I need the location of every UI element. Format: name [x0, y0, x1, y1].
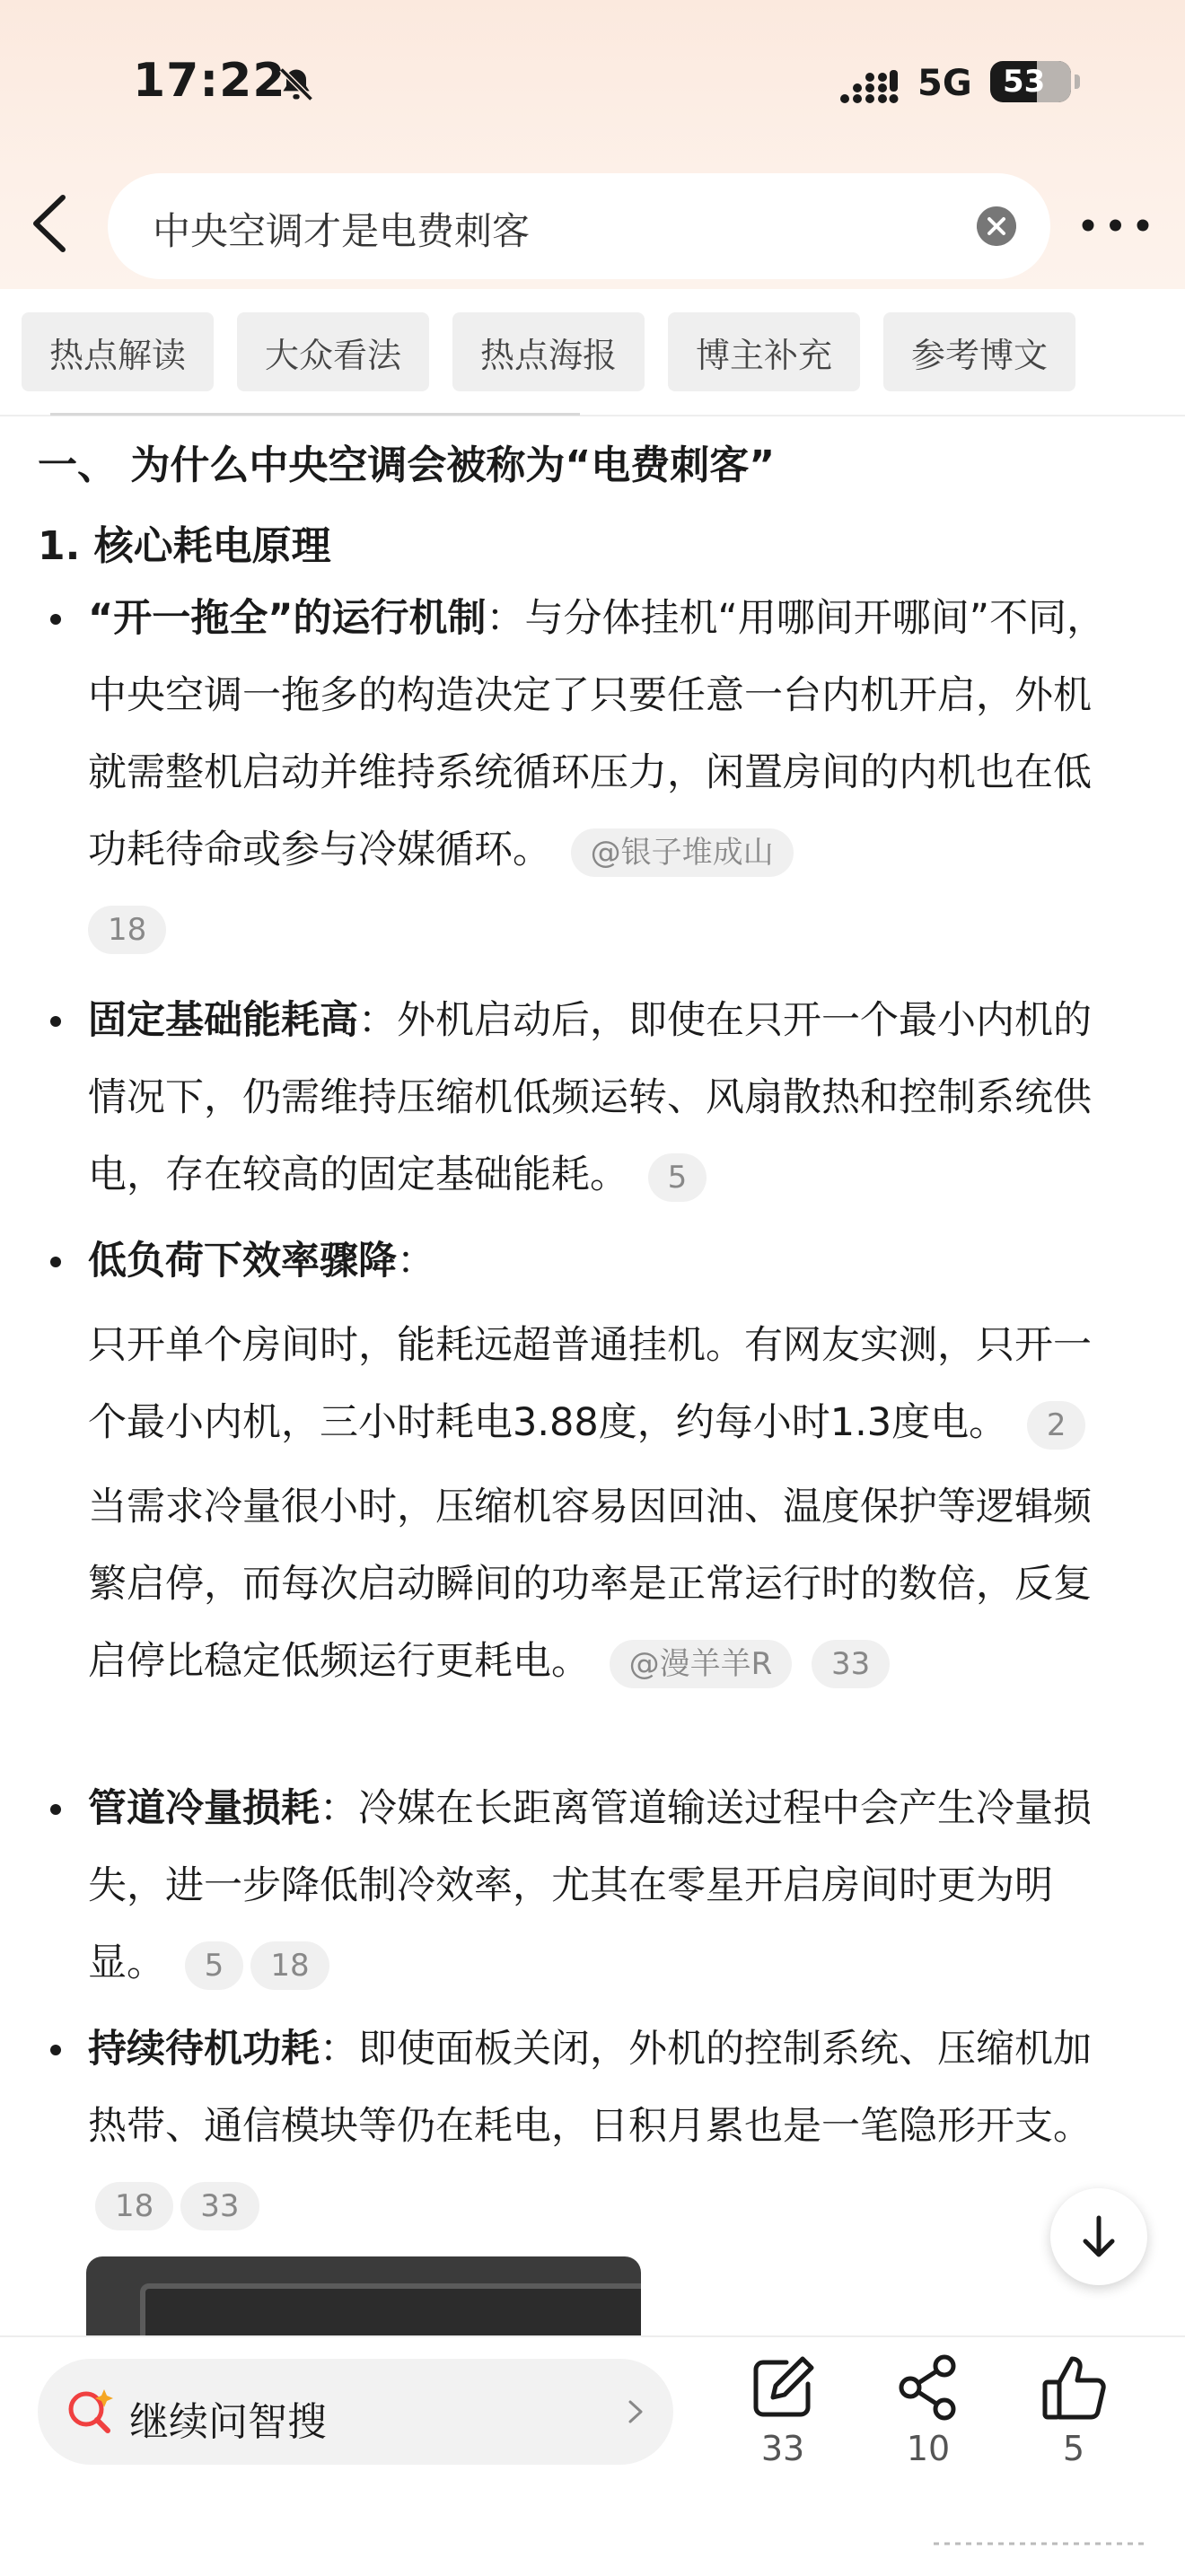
- item-term: 固定基础能耗高: [88, 998, 358, 1043]
- comment-count: 33: [760, 2429, 805, 2468]
- like-count: 5: [1062, 2429, 1085, 2468]
- home-indicator: [934, 2540, 1149, 2547]
- item-text: ：即使面板关闭，外机的控制系统、压缩机加热带、通信模块等仍在耗电，日积月累也是一笔隐形开支。: [88, 2027, 1092, 2149]
- item-term: “开一拖全”的运行机制: [88, 596, 487, 641]
- status-time: 17:22: [133, 54, 286, 108]
- scroll-down-button[interactable]: [1050, 2188, 1147, 2285]
- item-text: ：外机启动后，即使在只开一个最小内机的情况下，仍需维持压缩机低频运转、风扇散热和控制系统供电，存在较高的固定基础能耗。: [88, 998, 1092, 1197]
- arrow-down-icon: [1075, 2212, 1123, 2261]
- bullet-icon: [50, 1257, 61, 1267]
- reference-chip[interactable]: 18: [95, 2182, 173, 2230]
- article-image[interactable]: [86, 2256, 641, 2337]
- reference-chip[interactable]: 33: [180, 2182, 259, 2230]
- tab-hot-poster[interactable]: 热点海报: [452, 312, 645, 391]
- item-paragraph: [88, 1307, 1128, 1461]
- like-button[interactable]: [1020, 2352, 1128, 2468]
- network-type: 5G: [917, 63, 972, 104]
- item-term: 管道冷量损耗: [88, 1786, 320, 1831]
- battery-level: 53: [1003, 64, 1046, 100]
- edit-comment-icon: [747, 2352, 819, 2423]
- reference-chip[interactable]: 33: [812, 1640, 890, 1688]
- battery-indicator: [990, 61, 1071, 102]
- reference-chip[interactable]: 18: [250, 1941, 329, 1990]
- tab-bar: [0, 289, 1185, 416]
- reference-chip[interactable]: 2: [1027, 1401, 1086, 1450]
- ask-more-button[interactable]: [38, 2359, 673, 2465]
- share-icon: [892, 2352, 964, 2423]
- item-term: 低负荷下效率骤降: [88, 1239, 397, 1284]
- bullet-icon: [50, 1804, 61, 1815]
- search-query-text: 中央空调才是电费刺客: [153, 209, 531, 253]
- signal-icon: [839, 68, 899, 104]
- subsection-heading: 1. 核心耗电原理: [38, 523, 331, 569]
- reference-chip[interactable]: 5: [185, 1941, 244, 1990]
- tab-scroll-indicator: [50, 413, 580, 416]
- tab-blogger-supplement[interactable]: 博主补充: [668, 312, 860, 391]
- bullet-icon: [50, 2045, 61, 2055]
- source-chip[interactable]: @银子堆成山: [571, 828, 794, 877]
- item-text: ：冷媒在长距离管道输送过程中会产生冷量损失，进一步降低制冷效率，尤其在零星开启房间时更为明显。: [88, 1786, 1092, 1985]
- bell-slash-icon: [276, 65, 316, 104]
- search-input[interactable]: [108, 173, 1050, 279]
- item-text: ：与分体挂机“用哪间开哪间”不同，中央空调一拖多的构造决定了只要任意一台内机开启，外机就需整机启动并维持系统循环压力，闲置房间的内机也在低功耗待命或参与冷媒循环。: [88, 596, 1106, 872]
- share-count: 10: [906, 2429, 951, 2468]
- item-term: 持续待机功耗: [88, 2027, 320, 2072]
- ai-search-icon: [65, 2386, 115, 2436]
- top-header: [0, 0, 1185, 289]
- chevron-left-icon[interactable]: [27, 192, 72, 255]
- list-item: [50, 1770, 1128, 2002]
- list-item: [50, 1222, 1128, 1700]
- clear-icon[interactable]: [977, 206, 1016, 246]
- tab-public-opinion[interactable]: 大众看法: [237, 312, 429, 391]
- more-dots-icon[interactable]: [1082, 219, 1149, 232]
- thumbs-up-icon: [1038, 2352, 1110, 2423]
- bullet-icon: [50, 614, 61, 625]
- paragraph-text: 只开单个房间时，能耗远超普通挂机。有网友实测，只开一个最小内机，三小时耗电3.88度，约每小时1.3度电。: [88, 1323, 1092, 1445]
- reference-chip[interactable]: 5: [648, 1153, 707, 1202]
- ask-more-label: 继续问智搜: [129, 2399, 327, 2445]
- share-button[interactable]: [874, 2352, 982, 2468]
- chevron-right-icon: [625, 2398, 646, 2425]
- source-chip[interactable]: @漫羊羊R: [610, 1640, 793, 1688]
- tab-hot-analysis[interactable]: 热点解读: [22, 312, 214, 391]
- section-heading: 一、 为什么中央空调会被称为“电费刺客”: [38, 442, 776, 488]
- bullet-icon: [50, 1016, 61, 1027]
- list-item: [50, 2011, 1128, 2242]
- item-text: ：: [397, 1239, 435, 1284]
- paragraph-text: 当需求冷量很小时，压缩机容易因回油、温度保护等逻辑频繁启停，而每次启动瞬间的功率是正常运行时的数倍，反复启停比稳定低频运行更耗电。: [88, 1485, 1092, 1684]
- list-item: [50, 580, 1128, 966]
- item-paragraph: [88, 1468, 1128, 1700]
- list-item: [50, 982, 1128, 1214]
- tab-reference-posts[interactable]: 参考博文: [883, 312, 1075, 391]
- reference-chip[interactable]: 18: [88, 906, 166, 954]
- comment-button[interactable]: [729, 2352, 837, 2468]
